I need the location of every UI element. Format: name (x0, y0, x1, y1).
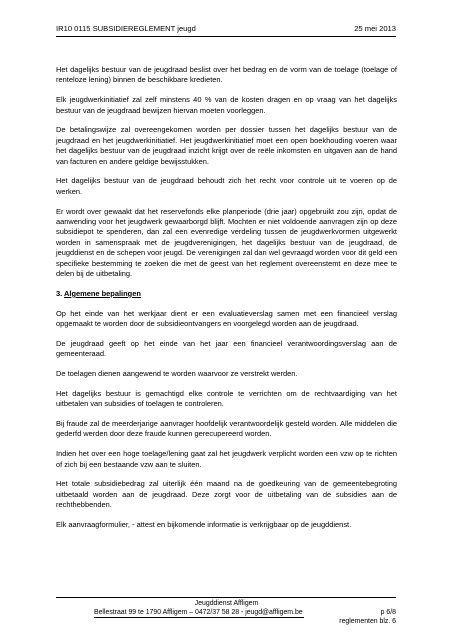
footer-reference: reglementen blz. 6 (339, 618, 396, 625)
paragraph: Elk jeugdwerkinitiatief zal zelf minstens 40 % van de kosten dragen en op vraag van het dagelijks bestuur van de jeugdraad bewijzen hiervan moeten voorleggen. (56, 95, 397, 115)
document-body (56, 65, 397, 540)
section-title: Algemene bepalingen (64, 288, 141, 298)
paragraph: Het dagelijks bestuur van de jeugdraad behoudt zich het recht voor controle uit te voeren op de werken. (56, 176, 397, 196)
paragraph: De jeugdraad geeft op het einde van het jaar een financieel verantwoordingsverslag aan de gemeenteraad. (56, 338, 397, 359)
paragraph: Op het einde van het werkjaar dient er een evaluatieverslag samen met een financieel verslag opgemaakt te worden door de subsidieontvangers en voorgelegd worden aan de jeugdraad. (56, 308, 397, 329)
paragraph: De betalingswijze zal overeengekomen worden per dossier tussen het dagelijks bestuur van de jeugdraad en het jeugdwerkinitiatief. Het jeugdwerkinitiatief moet een open boekhouding voeren waar het dagelijks bestuur van de jeugdraad inzicht krijgt over de reële inkomsten en uitgaven aan de hand van facturen en andere geldige bewijsstukken. (56, 125, 397, 166)
footer-divider (56, 597, 396, 598)
paragraph: De toelagen dienen aangewend te worden waarvoor ze verstrekt werden. (56, 369, 298, 379)
footer-address-underline (94, 617, 304, 618)
header-date: 25 mei 2013 (354, 24, 396, 33)
paragraph: Elk aanvraagformulier, - attest en bijkomende informatie is verkrijgbaar op de jeugddienst. (56, 520, 352, 530)
paragraph: Er wordt over gewaakt dat het reservefonds elke planperiode (drie jaar) opgebruikt zou zijn, opdat de aanwending voor het jeugdwerk gewaarborgd blijft. Mochten er niet voldoende aanvragen zijn op deze subsidiepot te spenderen, dan zal een evenredige verdeling tussen de jeugdwerkvormen uitgewerkt worden in samenspraak met de jeugdverenigingen, het dagelijks bestuur van de jeugdraad, de jeugddienst en de schepen voor jeugd. De verenigingen zal dan wel gevraagd worden voor dit geld een specifieke bestemming te zoeken die met de geest van het reglement overeenstemt en deze mee te delen bij de uitbetaling. (56, 206, 397, 279)
paragraph: Het dagelijks bestuur van de jeugdraad beslist over het bedrag en de vorm van de toelage (toelage of renteloze lening) binnen de beschikbare kredieten. (56, 65, 397, 85)
header-doc-ref: IR10 0115 SUBSIDIEREGLEMENT jeugd (56, 24, 196, 33)
paragraph: Het totale subsidiebedrag zal uiterlijk één maand na de goedkeuring van de gemeentebegroting uitbetaald worden aan de jeugdraad. Deze zorgt voor de uitbetaling van de subsidies aan de rechthebbenden. (56, 479, 397, 510)
header-divider (56, 36, 396, 37)
paragraph: Het dagelijks bestuur is gemachtigd elke controle te verrichten om de rechtvaardiging van het uitbetalen van subsidies of toelagen te controleren. (56, 388, 397, 409)
section-heading (56, 289, 397, 299)
footer-page-number: p 6/8 (380, 608, 396, 616)
footer-address: Bellestraat 99 te 1790 Affligem – 0472/37 58 28 - jeugd@affligem.be (94, 608, 303, 616)
paragraph: Bij fraude zal de meerderjarige aanvrager hoofdelijk verantwoordelijk gesteld worden. Alle middelen die gederfd werden door deze fraude kunnen gerecupereerd worden. (56, 419, 397, 439)
section-number: 3. (56, 288, 63, 298)
footer-org: Jeugddienst Affligem (194, 600, 259, 607)
paragraph: Indien het over een hoge toelage/lening gaat zal het jeugdwerk verplicht worden een vzw op te richten of zich bij een bestaande vzw aan te sluiten. (56, 449, 397, 469)
